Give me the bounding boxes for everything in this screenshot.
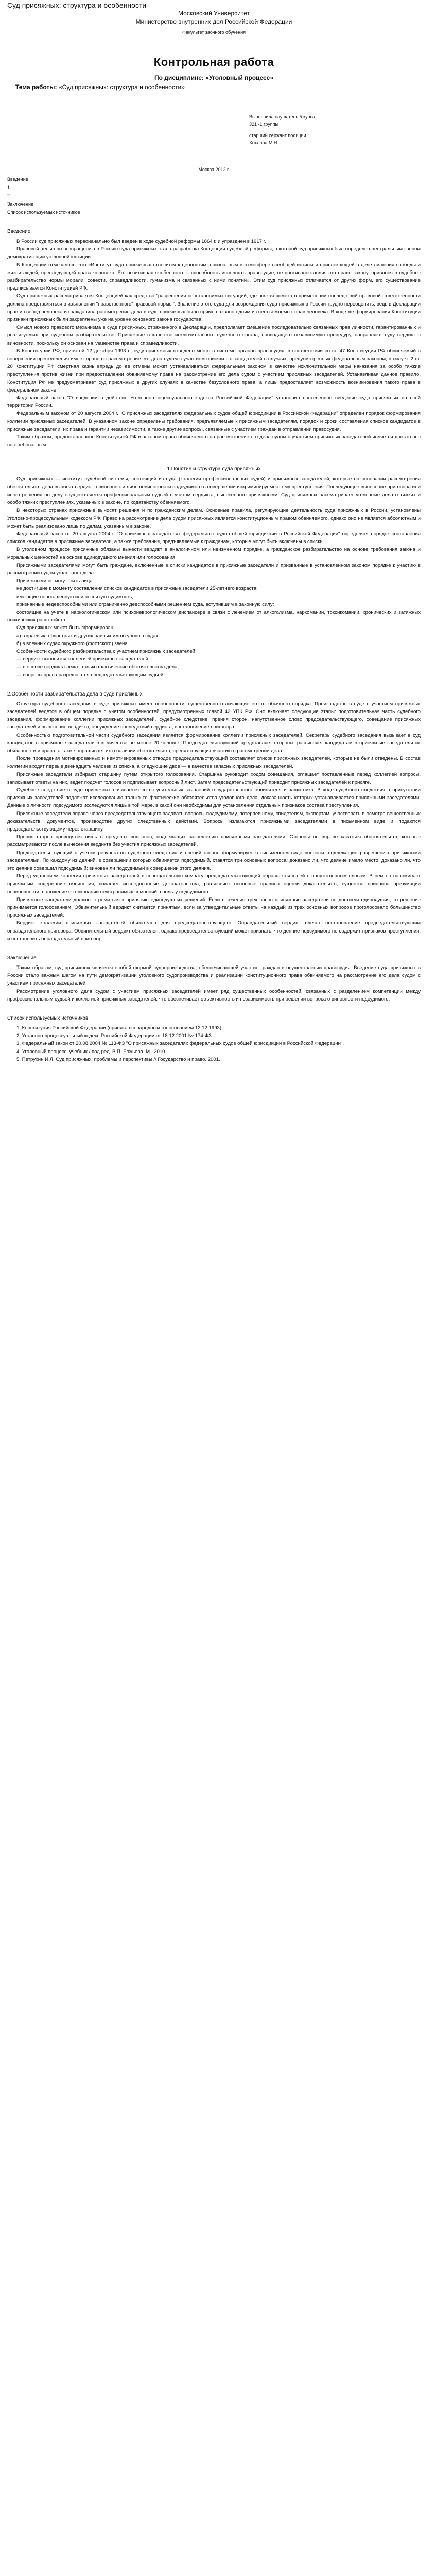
discipline-value: «Уголовный процесс» [205,74,273,81]
table-of-contents [7,175,421,216]
list-item: а) в краевых, областных и других равных им по уровню судах; [16,633,160,639]
source-item: 1. Конституция Российской Федерации (принята всенародным голосованием 12.12.1993). [16,1025,223,1031]
topic-line [7,83,421,91]
paragraph: Структура судебного заседания в суде присяжных имеет особенности, существенно отличающие его от обычного порядка. Производство в суде с участием присяжных заседателей ведется в общем порядке с учетом особенностей, предусмотренных главой 42 УПК РФ. Оно включает следующие этапы: подготовительная часть судебного заседания, формирование коллегии присяжных заседателей, судебное следствие, прения сторон, напутственное слово председательствующего, совещание присяжных заседателей и вынесение вердикта, обсуждение последствий вердикта, постановление приговора. [7,701,421,731]
source-item: 3. Федеральный закон от 20.08.2004 № 113-ФЗ "О присяжных заседателях федеральных судов общей юрисдикции в Российской Федерации". [16,1041,344,1047]
list-item: состоящие на учете в наркологическом или психоневрологическом диспансере в связи с лечением от алкоголизма, наркомании, токсикомании, хронических и затяжных психических расстройств. [7,609,421,623]
paragraph: Рассмотрение уголовного дела судом с участием присяжных заседателей имеет ряд существенных особенностей, связанных с разделением компетенции между профессиональным судьей и коллегией присяжных заседателей, что обеспечивает объективность и независимость при решении вопроса о виновности подсудимого. [7,988,421,1002]
subheading: Суд присяжных может быть сформирован: [16,625,115,631]
chapter-2-section [7,700,421,943]
paragraph: В некоторых странах присяжные выносят решения и по гражданским делам. Основные правила, регулирующие деятельность суда присяжных в России, установлены Уголовно-процессуальным кодексом РФ. Право на рассмотрение дела судом присяжных является конституционным правом обвиняемого, однако оно не является абсолютным и может быть реализовано лишь по делам, указанным в законе. [7,507,421,529]
paragraph: После проведения мотивированных и немотивированных отводов председательствующий составляет список присяжных заседателей, которые не были отведены. В состав коллегии входят первые двенадцать человек из списка, а следующие двое — в качестве запасных присяжных заседателей. [7,756,421,770]
paragraph: Федеральным законом от 20 августа 2004 г. "О присяжных заседателях федеральных судов общей юрисдикции в Российской Федерации" определен порядок формирования коллегии присяжных заседателей. В указанном законе определены требования, предъявляемые к присяжным заседателям, порядок и сроки составления списков кандидатов в присяжные заседатели, их права и гарантии независимости, а также другие вопросы, связанные с участием граждан в отправлении правосудия. [7,411,421,432]
toc-item: 2. [7,193,11,198]
paragraph: В Концепции отмечалось, что «Институт суда присяжных относится к ценностям, признанным в атмосфере всеобщей истины и привлекающей в деле лишения свободы и жизни людей, преследующей права человека. Его позитивная особенность – способность исполнять правосудие, не противопоставляя это право закону, привнося в судебное разбирательство нормы морали, совести, справедливости, гуманизма и связанных с ними понятий». Этим суд присяжных отличается от других форм, его существование предписывается Конституцией РФ. [7,262,421,292]
paragraph: Суд присяжных — институт судебной системы, состоящий из суда (коллегии профессиональных судей) и присяжных заседателей, которые на основании рассмотрения обстоятельств дела выносят вердикт о виновности либо невиновности подсудимого в совершении инкриминируемого ему преступления. Последующее вынесение приговора или иного решения по делу осуществляется профессиональным судьей с учетом вердикта, вынесенного присяжными. Суд присяжных рассматривает уголовные дела о тяжких и особо тяжких преступлениях, указанных в законе, по ходатайству обвиняемого. [7,476,421,506]
discipline-label: По дисциплине: [154,74,204,81]
city-year: Москва 2012 г. [198,167,230,172]
paragraph: Присяжные заседатели вправе через председательствующего задавать вопросы подсудимому, потерпевшему, свидетелям, экспертам, участвовать в осмотре вещественных доказательств, документов, производстве других следственных действий. Вопросы излагаются присяжными заседателями в письменном виде и подаются председательствующему через старшину. [7,810,421,833]
toc-item: Введение [7,177,28,182]
list-item: — вопросы права разрешаются председательствующим судьей. [16,672,165,678]
list-item: б) в военных судах окружного (флотского) звена. [16,640,129,647]
paragraph: Присяжными не могут быть лица: [16,578,94,584]
paragraph: Присяжными заседателями могут быть граждане, включенные в списки кандидатов в присяжные заседатели и призванные в установленном законом порядке к участию в рассмотрении судом уголовного дела. [7,562,421,576]
paragraph: В уголовном процессе присяжные обязаны вынести вердикт в аналогичном или неизменном порядке, а гражданское разбирательство на основе требования закона и моральных ценностей на основе единодушного мнения или голосования. [7,547,421,561]
page-title: Суд присяжных: структура и особенности [7,1,147,9]
topic-value: «Суд присяжных: структура и особенности» [58,83,185,91]
list-item: не достигшие к моменту составления списков кандидатов в присяжные заседатели 25-летнего возраста; [16,586,258,592]
intro-heading: Введение [7,229,31,234]
conclusion-heading: Заключение [7,955,37,961]
paragraph: Смысл нового правового механизма в суде присяжных, отраженного в Декларации, предполагает смешение последовательно связанных прав личности, гарантированных и реализуемых при судебном разбирательстве. Присяжные в качестве исключительного судебного органа, проводящего независимую процедуру, направляют суду вердикт о виновности, поскольку он основан на главенстве права и справедливости. [7,325,421,346]
topic-label: Тема работы: [15,83,57,91]
chapter-1-section [7,475,421,679]
author-line-group: 321 -1 группы [249,122,278,127]
toc-item: Список используемых источников [7,210,80,215]
paragraph: Присяжные заседатели избирают старшину путем открытого голосования. Старшина руководит ходом совещания, оглашает поставленные перед коллегией вопросы, записывает ответы на них, ведет подсчет голосов и подписывает вопросный лист. Затем председательствующий приводит присяжных заседателей к присяге. [7,771,421,785]
sources-heading: Список используемых источников [7,1015,89,1022]
discipline-line [7,74,421,81]
paragraph: Таким образом, суд присяжных является особой формой судопроизводства, обеспечивающей участие граждан в осуществлении правосудия. Введение суда присяжных в России стало важным шагом на пути демократизации уголовного судопроизводства и реализации конституционного права обвиняемого на рассмотрение его дела судом с участием присяжных заседателей. [7,965,421,987]
paragraph: Правовой целью по возвращению в Россию суда присяжных стала разработка Концепции судебной реформы, в которой суд присяжных был определен центральным звеном демократизации уголовной юстиции. [7,246,421,260]
paragraph: В Конституции РФ, принятой 12 декабря 1993 г., суду присяжных отведено место в системе органов правосудия: в соответствии со ст. 47 Конституции РФ обвиняемый в совершении преступления имеет право на рассмотрение его дела судом с участием присяжных заседателей в случаях, предусмотренных федеральным законом; в силу ч. 2 ст. 20 Конституции РФ смертная казнь впредь до ее отмены может устанавливаться федеральным законом в качестве исключительной меры наказания за особо тяжкие преступления против жизни при предоставлении обвиняемому права на рассмотрение его дела судом с участием присяжных заседателей. Устанавливая данное правило, Конституция РФ не предусматривает суд присяжных в других случаях в качестве безусловного права, а лишь предоставляет возможность возникновения такого права в федеральном законе. [7,348,421,393]
paragraph: В России суд присяжных первоначально был введен в ходе судебной реформы 1864 г. и упразднен в 1917 г. [16,239,266,244]
paragraph: Таким образом, предоставленное Конституцией РФ и законом право обвиняемого на рассмотрение его дела судом с участием присяжных заседателей является достаточно востребованным. [7,434,421,448]
paragraph: Вердикт коллегии присяжных заседателей обязателен для председательствующего. Оправдательный вердикт влечет постановление председательствующим оправдательного приговора. Обвинительный вердикт обязателен, однако председательствующий может признать, что деяние подсудимого не содержит признаков преступления, и постановить оправдательный приговор. [7,920,421,942]
subheading: Особенности судебного разбирательства с участием присяжных заседателей: [16,648,197,654]
ministry-name: Министерство внутренних дел Российской Федерации [135,18,292,25]
list-item: — в основе вердикта лежат только фактические обстоятельства дела; [16,664,179,670]
paragraph: Суд присяжных рассматривается Концепцией как средство "разрешения неостановимых ситуаций, где всякая помеха в применении последствий правовой ответственности должна представляться в изъявлении "нравственного" правовой нормы". Значение этого суда для возрождения суда присяжных в России трудно переоценить, ведь в Декларации прав и свобод человека и гражданина рассмотрение дела в суде присяжных было прямо названо одним из неотъемлемых прав человека. В ходе же формирования Конституции признаки присяжных были закреплены уже на уровне основного закона государства. [7,293,421,323]
document-type: Контрольная работа [153,56,274,69]
faculty-name: Факультет заочного обучения [182,30,246,35]
author-line-name: Хохлова М.Н. [249,140,278,145]
paragraph: Особенностью подготовительной части судебного заседания является формирование коллегии присяжных заседателей. Секретарь судебного заседания вызывает в суд кандидатов в присяжные заседатели в количестве не менее 20 человек. Председательствующий представляет стороны, разъясняет кандидатам в присяжные заседатели их обязанности и права, а также опрашивает их о наличии обстоятельств, препятствующих участию в рассмотрении дела. [7,732,421,754]
author-line-course: Выполнила слушатель 5 курса [249,114,316,120]
paragraph: Судебное следствие в суде присяжных начинается со вступительных заявлений государственного обвинителя и защитника. В ходе судебного следствия в присутствии присяжных заседателей подлежат исследованию только те фактические обстоятельства уголовного дела, доказанность которых устанавливается присяжными заседателями. Данные о личности подсудимого исследуются лишь в той мере, в какой они необходимы для установления отдельных признаков состава преступления. [7,787,421,809]
chapter-1-heading: 1.Понятие и структура суда присяжных [167,466,261,472]
university-name: Московский Университет [178,10,250,17]
list-item: признанные недееспособными или ограниченно дееспособными решением суда, вступившим в законную силу; [16,601,274,607]
paragraph: Перед удалением коллегии присяжных заседателей в совещательную комнату председательствующий обращается к ней с напутственным словом. В нем он напоминает присяжным содержание обвинения, излагает исследованные доказательства, разъясняет основные правила оценки доказательств, существо принципа презумпции невиновности, положение о толковании неустранимых сомнений в пользу подсудимого. [7,873,421,895]
conclusion-section [7,964,421,1003]
toc-item: Заключение [7,201,33,207]
list-item: имеющие непогашенную или неснятую судимость; [16,594,133,600]
paragraph: Федеральный закон "О введении в действие Уголовно-процессуального кодекса Российской Федерации" установил постепенное введение суда присяжных на всей территории России. [7,395,421,409]
source-item: 2. Уголовно-процессуальный кодекс Российской Федерации от 18.12.2001 № 174-ФЗ. [16,1033,213,1039]
intro-section [7,238,421,449]
paragraph: Присяжные заседатели должны стремиться к принятию единодушных решений. Если в течение трех часов присяжные заседатели не достигли единодушия, то решение принимается голосованием. Обвинительный вердикт считается принятым, если за утвердительные ответы на каждый из трех основных вопросов проголосовало большинство присяжных заседателей. [7,896,421,919]
paragraph: Федеральный закон от 20 августа 2004 г. "О присяжных заседателях федеральных судов общей юрисдикции в Российской Федерации" определяет порядок составления списков кандидатов в присяжные заседатели, а также требования, предъявляемые к гражданам, которые могут быть включены в списки. [7,531,421,545]
paragraph: Прения сторон проводятся лишь в пределах вопросов, подлежащих разрешению присяжными заседателями. Стороны не вправе касаться обстоятельств, которые рассматриваются после вынесения вердикта без участия присяжных заседателей. [7,834,421,848]
sources-section [7,1024,421,1063]
author-block [249,113,421,146]
chapter-2-heading: 2.Особенности разбирательства дела в суде присяжных [7,691,143,697]
list-item: — вердикт выносится коллегией присяжных заседателей; [16,656,150,663]
source-item: 4. Уголовный процесс: учебник / под ред. В.П. Божьева. М., 2010. [16,1048,167,1055]
source-item: 5. Петрухин И.Л. Суд присяжных: проблемы и перспективы // Государство и право. 2001. [16,1056,220,1062]
toc-item: 1. [7,185,11,190]
document-page [0,1,436,2576]
author-line-rank: старший сержант полиции [249,133,306,138]
paragraph: Председательствующий с учетом результатов судебного следствия и прений сторон формулирует в письменном виде вопросы, подлежащие разрешению присяжными заседателями. По каждому из деяний, в совершении которых обвиняется подсудимый, ставятся три основных вопроса: доказано ли, что деяние имело место; доказано ли, что это деяние совершил подсудимый; виновен ли подсудимый в совершении этого деяния. [7,850,421,872]
